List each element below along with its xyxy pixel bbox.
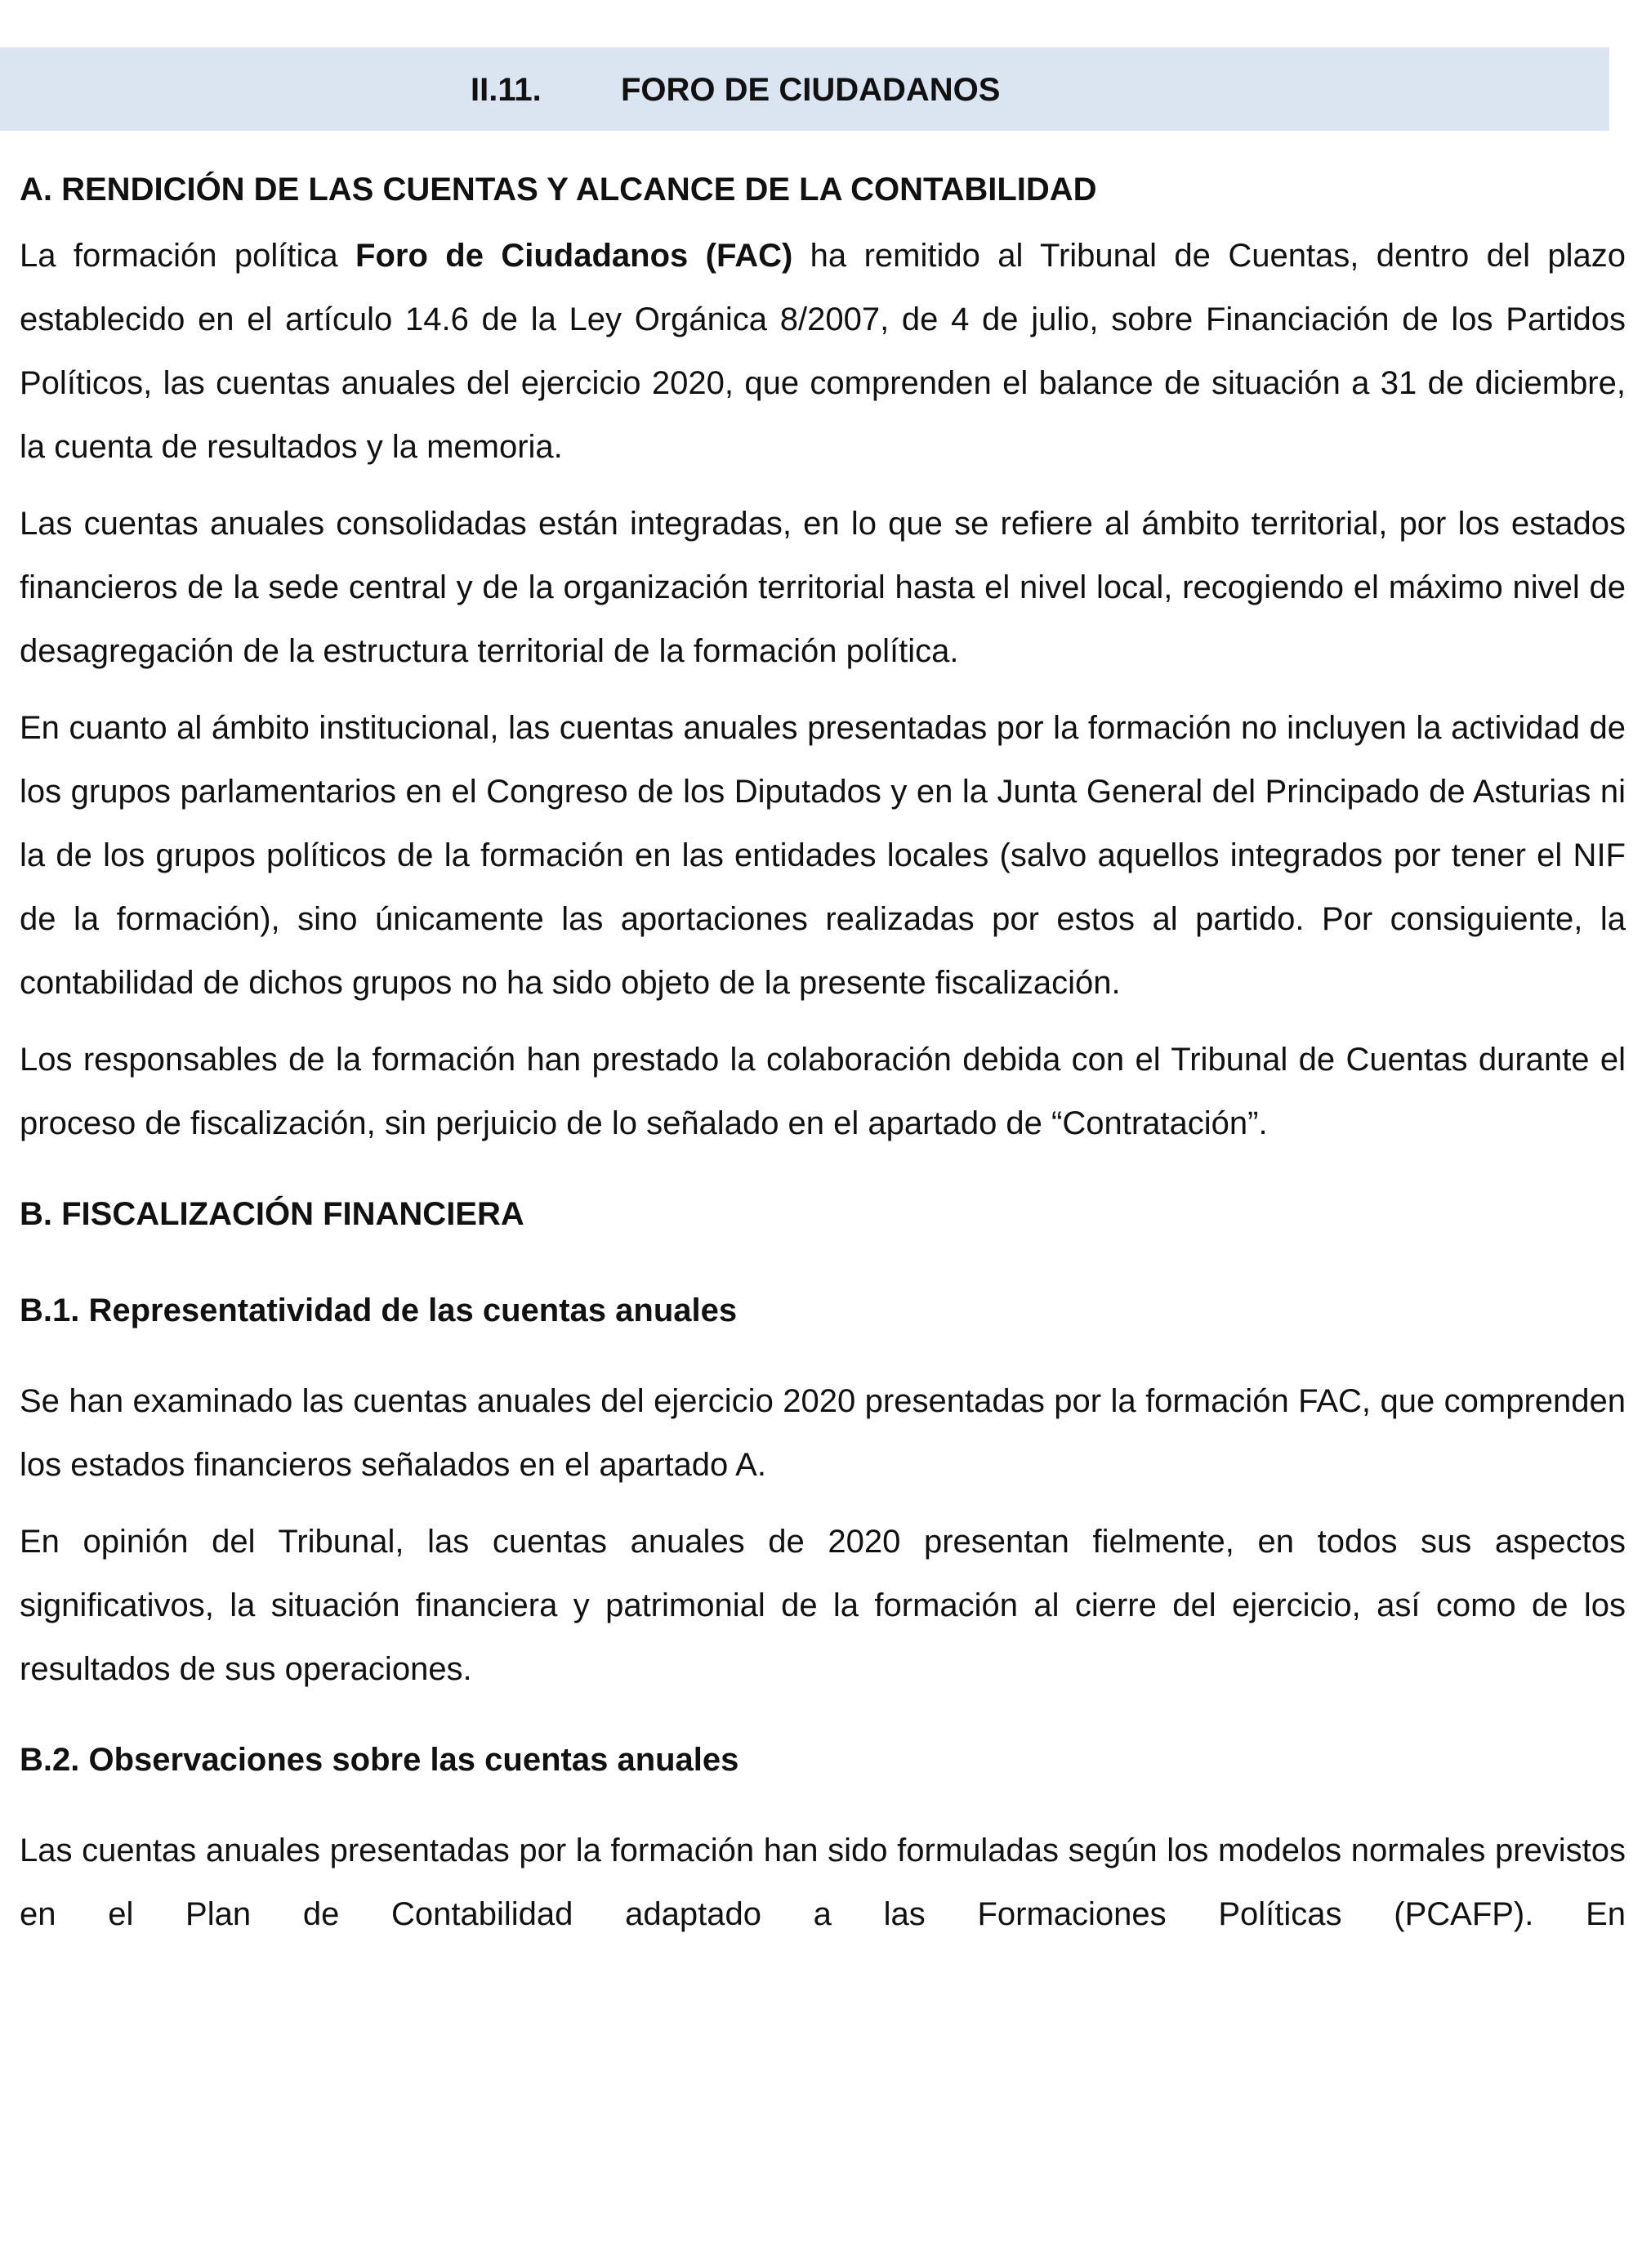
paragraph-b1-2: En opinión del Tribunal, las cuentas anuales de 2020 presentan fielmente, en todos sus aspectos significativos, la situación financiera y patrimonial de la formación al cierre del ejercicio, así como de los resultados de sus operaciones. bbox=[20, 1524, 1626, 1687]
paragraph-a4: Los responsables de la formación han prestado la colaboración debida con el Tribunal de Cuentas durante el proceso de fiscalización, sin perjuicio de lo señalado en el apartado de “Contratación”. bbox=[20, 1042, 1626, 1141]
party-name: Foro de Ciudadanos (FAC) bbox=[355, 238, 793, 274]
heading-a: A. RENDICIÓN DE LAS CUENTAS Y ALCANCE DE LA CONTABILIDAD bbox=[20, 172, 1097, 208]
heading-b1: B.1. Representatividad de las cuentas anuales bbox=[20, 1292, 738, 1328]
paragraph-a2: Las cuentas anuales consolidadas están integradas, en lo que se refiere al ámbito territorial, por los estados financieros de la sede central y de la organización territorial hasta el nivel local, recogiendo el máximo nivel de desagregación de la estructura territorial de la formación política. bbox=[20, 506, 1626, 669]
paragraph-a1-intro: La formación política bbox=[20, 238, 356, 274]
paragraph-a3: En cuanto al ámbito institucional, las cuentas anuales presentadas por la formación no incluyen la actividad de los grupos parlamentarios en el Congreso de los Diputados y en la Junta General del Principado de Asturias ni la de los grupos políticos de la formación en las entidades locales (salvo aquellos integrados por tener el NIF de la formación), sino únicamente las aportaciones realizadas por estos al partido. Por consiguiente, la contabilidad de dichos grupos no ha sido objeto de la presente fiscalización. bbox=[20, 710, 1626, 1001]
paragraph-b2-1: Las cuentas anuales presentadas por la formación han sido formuladas según los modelos normales previstos en el Plan de Contabilidad adaptado a las Formaciones Políticas (PCAFP). En bbox=[20, 1833, 1626, 1932]
document-body bbox=[20, 168, 1626, 1946]
paragraph-a1-rest: ha remitido al Tribunal de Cuentas, dentro del plazo establecido en el artículo 14.6 de la Ley Orgánica 8/2007, de 4 de julio, sobre Financiación de los Partidos Políticos, las cuentas anuales del ejercicio 2020, que comprenden el balance de situación a 31 de diciembre, la cuenta de resultados y la memoria. bbox=[20, 238, 1626, 465]
heading-b: B. FISCALIZACIÓN FINANCIERA bbox=[20, 1196, 524, 1232]
section-number: II.11. bbox=[471, 72, 542, 108]
paragraph-b1-1: Se han examinado las cuentas anuales del ejercicio 2020 presentadas por la formación FAC, que comprenden los estados financieros señalados en el apartado A. bbox=[20, 1383, 1626, 1483]
paragraph-a1 bbox=[20, 224, 1626, 479]
section-title: FORO DE CIUDADANOS bbox=[621, 72, 1001, 108]
heading-b2: B.2. Observaciones sobre las cuentas anuales bbox=[20, 1742, 739, 1778]
section-banner bbox=[0, 47, 1609, 131]
